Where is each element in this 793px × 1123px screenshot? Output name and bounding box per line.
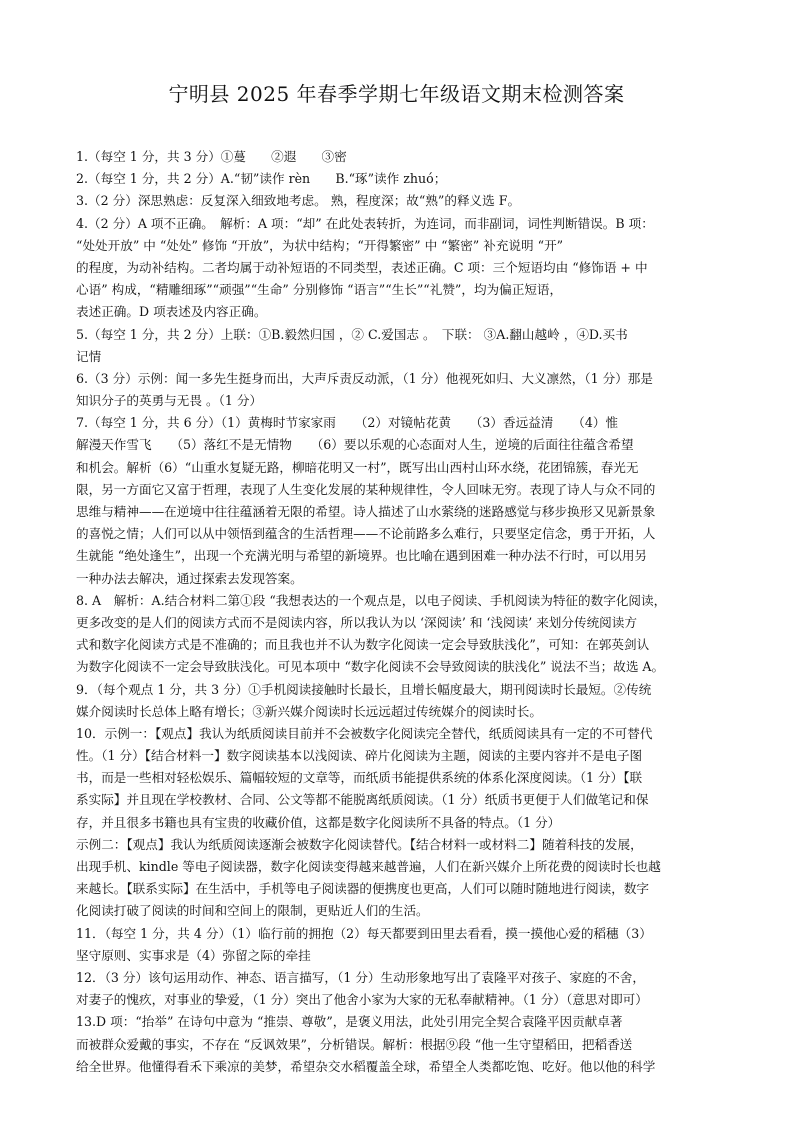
answer-line: 记情 [76,348,102,364]
answer-line: 10．示例一：【观点】我认为纸质阅读目前并不会被数字化阅读完全替代，纸质阅读具有一定的不可替代 [76,725,653,741]
answer-line: 1.（每空 1 分，共 3 分）①蔓 ②遐 ③密 [76,149,347,164]
answer-line: 11．（每空 1 分，共 4 分）（1）临行前的拥抱（2）每天都要到田里去看看，摸一摸他心爱的稻穗（3） [76,925,652,941]
answer-line: 对妻子的愧疚，对事业的挚爱，（1 分）突出了他舍小家为大家的无私奉献精神。（1 分）（意思对即可） [76,992,648,1008]
answer-line: 和机会。解析（6）“山重水复疑无路，柳暗花明又一村”，既写出山西村山环水绕，花团锦簇，春光无 [76,459,639,475]
answer-line: 思维与精神——在逆境中往往蕴涵着无限的希望。诗人描述了山水萦绕的迷路感觉与移步换形又见新景象 [76,504,656,519]
page-title: 宁明县 2025 年春季学期七年级语文期末检测答案 [168,82,625,106]
answer-line: 9．（每个观点 1 分，共 3 分）①手机阅读接触时长最长，且增长幅度最大，期刊阅读时长最短。②传统 [76,681,652,697]
answer-body [76,146,724,1078]
answer-line: 书，而是一些相对轻松娱乐、篇幅较短的文章等，而纸质书能提供系统的体系化深度阅读。（1 分）【联 [76,770,643,786]
answer-line: 13.D 项：“抬举” 在诗句中意为 “推崇、尊敬”，是褒义用法，此处引用完全契合袁隆平因贡献卓著 [76,1014,623,1030]
answer-line: “处处开放” 中 “处处” 修饰 “开放”，为状中结构；“开得繁密” 中 “繁密” 补充说明 “开” [76,237,564,253]
answer-line: 8. A 解析：A.结合材料二第①段 “我想表达的一个观点是，以电子阅读、手机阅读为特征的数字化阅读， [76,592,667,608]
answer-line: 2.（每空 1 分，共 2 分）A.“韧”读作 rèn B.“琢”读作 zhuó； [76,171,447,187]
answer-line: 限，另一方面它又富于哲理，表现了人生变化发展的某种规律性，令人回味无穷。表现了诗人与众不同的 [76,481,656,497]
answer-line: 系实际】并且现在学校教材、合同、公文等都不能脱离纸质阅读。（1 分）纸质书更便于人们做笔记和保 [76,792,649,808]
answer-line: 存，并且很多书籍也具有宝贵的收藏价值，这都是数字化阅读所不具备的特点。（1 分） [76,814,561,830]
answer-line: 心语” 构成，“精雕细琢”“顽强”“生命” 分别修饰 “语言”“生长”“礼赞”，均为偏正短语， [76,282,563,298]
answer-line: 为数字化阅读不一定会导致肤浅化。可见本项中 “数字化阅读不会导致阅读的肤浅化” 说法不当；故选 A。 [76,659,665,675]
answer-line: 表述正确。D 项表述及内容正确。 [76,304,267,320]
answer-line: 5.（每空 1 分，共 2 分）上联：①B.毅然归国 ，② C.爱国志 。 下联： ③A.翻山越岭 ，④D.买书 [76,326,628,342]
answer-line: 给全世界。他懂得看禾下乘凉的美梦，希望杂交水稻覆盖全球，希望全人类都吃饱、吃好。他以他的科学 [76,1058,656,1074]
answer-line: 式和数字化阅读方式是不准确的；而且我也并不认为数字化阅读一定会导致肤浅化”，可知：在郭英剑认 [76,637,650,653]
answer-line: 一种办法去解决，通过探索去发现答案。 [76,570,303,586]
answer-line: 出现手机、kindle 等电子阅读器，数字化阅读变得越来越普遍，人们在新兴媒介上所花费的阅读时长也越 [76,859,661,874]
answer-line: 知识分子的英勇与无畏 。（1 分） [76,393,263,409]
answer-line: 的程度，为动补结构。二者均属于动补短语的不同类型，表述正确。C 项：三个短语均由 “修饰语 + 中 [76,259,648,275]
answer-line: 的喜悦之情；人们可以从中领悟到蕴含的生活哲理——不论前路多么难行，只要坚定信念，勇于开拓，人 [76,526,656,542]
answer-line: 示例二：【观点】我认为纸质阅读逐渐会被数字化阅读替代。【结合材料一或材料二】随着科技的发展， [76,836,643,852]
answer-line: 坚守原则、实事求是（4）弥留之际的牵挂 [76,947,311,963]
answer-line: 化阅读打破了阅读的时间和空间上的限制，更贴近人们的生活。 [76,903,429,919]
answer-line: 6.（3 分）示例：闻一多先生挺身而出，大声斥责反动派，（1 分）他视死如归、大义凛然，（1 分）那是 [76,370,653,386]
answer-line: 更多改变的是人们的阅读方式而不是阅读内容，所以我认为以 ‘深阅读’ 和 ‘浅阅读’ 来划分传统阅读方 [76,614,637,630]
answer-line: 4.（2 分）A 项不正确。 解析：A 项：“却” 在此处表转折，为连词，而非副词，词性判断错误。B 项： [76,215,654,231]
answer-line: 来越长。【联系实际】在生活中，手机等电子阅读器的便携度也更高，人们可以随时随地进行阅读，数字 [76,881,650,897]
answer-line: 媒介阅读时长总体上略有增长；③新兴媒介阅读时长远远超过传统媒介的阅读时长。 [76,703,542,719]
answer-line: 性。（1 分）【结合材料一】数字阅读基本以浅阅读、碎片化阅读为主题，阅读的主要内容并不是电子图 [76,748,643,764]
answer-line: 12．（3 分）该句运用动作、神态、语言描写，（1 分）生动形象地写出了袁隆平对孩子、家庭的不舍， [76,969,645,985]
answer-line: 而被群众爱戴的事实，不存在 “反讽效果”，分析错误。解析：根据⑨段 “他一生守望稻田，把稻香送 [76,1036,633,1052]
answer-line: 生就能 “绝处逢生”，出现一个充满光明与希望的新境界。也比喻在遇到困难一种办法不行时，可以用另 [76,548,648,564]
answer-line: 解漫天作雪飞 （5）落红不是无情物 （6）要以乐观的心态面对人生，逆境的后面往往蕴含希望 [76,437,634,453]
answer-line: 3.（2 分）深思熟虑：反复深入细致地考虑。 熟，程度深；故“熟”的释义选 F。 [76,193,521,209]
answer-line: 7.（每空 1 分，共 6 分）（1）黄梅时节家家雨 （2）对镜帖花黄 （3）香远益清 （4）惟 [76,415,619,431]
